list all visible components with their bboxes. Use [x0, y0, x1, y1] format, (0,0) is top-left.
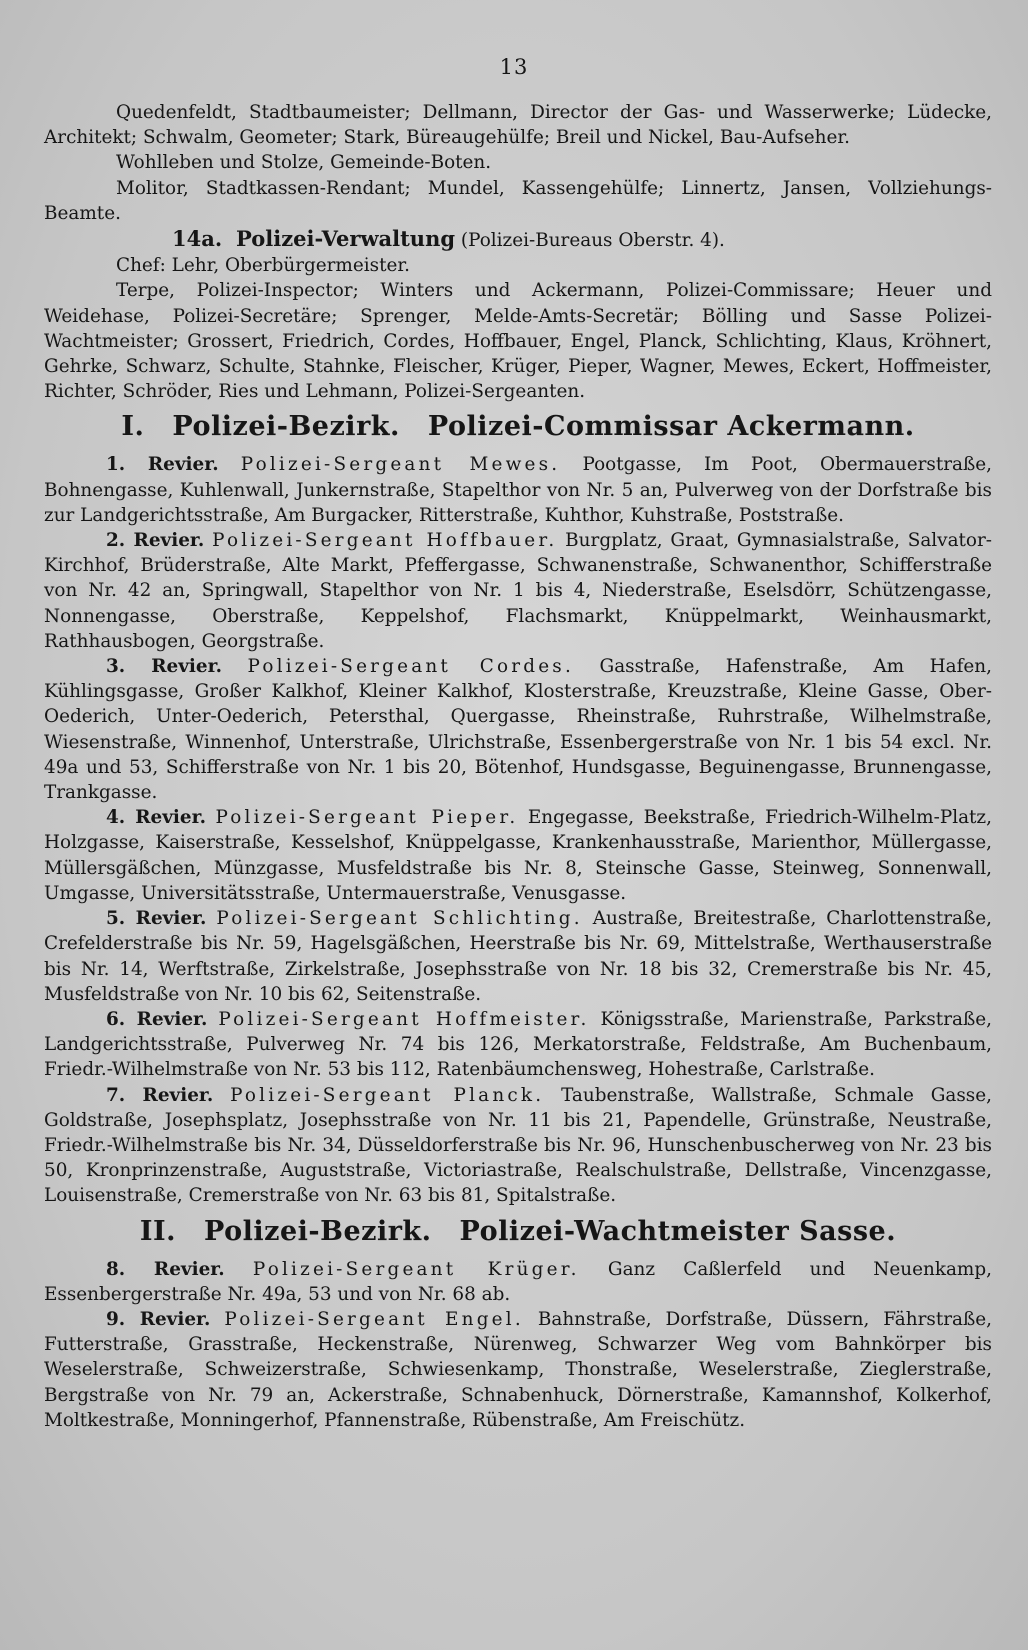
district-name: Polizei-Bezirk.: [204, 1215, 432, 1247]
revier-label: 9. Revier.: [106, 1308, 211, 1330]
revier-entry: [44, 1007, 992, 1083]
revier-sergeant: Polizei-Sergeant Krüger.: [252, 1258, 580, 1280]
document-body: [44, 100, 992, 1433]
revier-entry: [44, 654, 992, 805]
staff-paragraph: Terpe, Polizei-Inspector; Winters und Ackermann, Polizei-Commissare; Heuer und Weidehase, Polizei-Secretäre; Sprenger, Melde-Amts-Secretär; Bölling und Sasse Polizei-Wachtmeister; Grossert, Friedrich, Cordes, Hoffbauer, Engel, Planck, Schlichting, Klaus, Kröhnert, Gehrke, Schwarz, Schulte, Stahnke, Fleischer, Krüger, Pieper, Wagner, Mewes, Eckert, Hoffmeister, Richter, Schröder, Ries und Lehmann, Polizei-Sergeanten.: [44, 280, 992, 403]
district-numeral: II.: [139, 1215, 177, 1247]
district-name: Polizei-Bezirk.: [172, 411, 400, 443]
revier-sergeant: Polizei-Sergeant Hoffbauer.: [212, 530, 558, 552]
section-title: Polizei-Verwaltung: [236, 226, 456, 252]
section-number: 14a.: [172, 226, 223, 252]
revier-streets: Pootgasse, Im Poot, Obermauerstraße, Bohnengasse, Kuhlenwall, Junkernstraße, Stapelthor von Nr. 5 an, Pulverweg von der Dorfstraße bis zur Landgerichtsstraße, Am Burgacker, Ritterstraße, Kuhthor, Kuhstraße, Poststraße.: [44, 454, 992, 526]
revier-streets: Bahnstraße, Dorfstraße, Düssern, Fährstraße, Futterstraße, Grasstraße, Heckenstraße, Nürenweg, Schwarzer Weg vom Bahnkörper bis Weselerstraße, Schweizerstraße, Schwiesenkamp, Thonstraße, Weselerstraße, Zieglerstraße, Bergstraße von Nr. 79 an, Ackerstraße, Schnabenhuck, Dörnerstraße, Kamannshof, Kolkerhof, Moltkestraße, Monningerhof, Pfannenstraße, Rübenstraße, Am Freischütz.: [44, 1308, 992, 1431]
page-number: 13: [499, 55, 529, 79]
revier-streets: Engegasse, Beekstraße, Friedrich-Wilhelm-Platz, Holzgasse, Kaiserstraße, Kesselshof, Knüppelgasse, Krankenhausstraße, Marienthor, Müllergasse, Müllersgäßchen, Münzgasse, Musfeldstraße bis Nr. 8, Steinsche Gasse, Steinweg, Sonnenwall, Umgasse, Universitätsstraße, Untermauerstraße, Venusgasse.: [44, 807, 992, 904]
paragraph: Quedenfeldt, Stadtbaumeister; Dellmann, Director der Gas- und Wasserwerke; Lüdecke, Architekt; Schwalm, Geometer; Stark, Büreaugehülfe; Breil und Nickel, Bau-Aufseher.: [44, 102, 992, 149]
paragraph: Wohlleben und Stolze, Gemeinde-Boten.: [116, 152, 492, 174]
revier-entry: [44, 1307, 992, 1433]
revier-label: 4. Revier.: [106, 807, 206, 829]
revier-streets: Austraße, Breitestraße, Charlottenstraße, Crefelderstraße bis Nr. 59, Hagelsgäßchen, Heerstraße bis Nr. 69, Mittelstraße, Werthauserstraße bis Nr. 14, Werftstraße, Zirkelstraße, Josephsstraße von Nr. 18 bis 32, Cremerstraße bis Nr. 45, Musfeldstraße von Nr. 10 bis 62, Seitenstraße.: [44, 908, 992, 1005]
district-heading-2: [44, 1217, 992, 1247]
revier-sergeant: Polizei-Sergeant Hoffmeister.: [218, 1008, 590, 1030]
revier-label: 5. Revier.: [106, 908, 207, 930]
revier-sergeant: Polizei-Sergeant Pieper.: [215, 807, 519, 829]
revier-streets: Ganz Caßlerfeld und Neuenkamp, Essenbergerstraße Nr. 49a, 53 und von Nr. 68 ab.: [44, 1258, 992, 1305]
chef-line: Chef: Lehr, Oberbürgermeister.: [116, 255, 410, 277]
district-leader: Polizei-Commissar Ackermann.: [427, 411, 915, 443]
revier-sergeant: Polizei-Sergeant Cordes.: [247, 656, 574, 678]
revier-label: 6. Revier.: [106, 1008, 208, 1030]
revier-sergeant: Polizei-Sergeant Engel.: [224, 1308, 524, 1330]
revier-label: 2. Revier.: [106, 530, 205, 552]
revier-entry: [44, 452, 992, 528]
revier-label: 1. Revier.: [106, 454, 219, 476]
revier-sergeant: Polizei-Sergeant Schlichting.: [216, 908, 583, 930]
revier-streets: Königsstraße, Marienstraße, Parkstraße, Landgerichtsstraße, Pulverweg Nr. 74 bis 126, Merkatorstraße, Feldstraße, Am Buchenbaum, Friedr.-Wilhelmstraße von Nr. 53 bis 112, Ratenbäumchensweg, Hohestraße, Carlstraße.: [44, 1008, 992, 1081]
revier-label: 8. Revier.: [106, 1258, 225, 1280]
paragraph: Molitor, Stadtkassen-Rendant; Mundel, Kassengehülfe; Linnertz, Jansen, Vollziehungs-Beamte.: [44, 177, 992, 224]
section-subtitle: (Polizei-Bureaus Oberstr. 4).: [460, 230, 725, 252]
revier-streets: Taubenstraße, Wallstraße, Schmale Gasse, Goldstraße, Josephsplatz, Josephsstraße von Nr. 11 bis 21, Papendelle, Grünstraße, Neustraße, Friedr.-Wilhelmstraße bis Nr. 34, Düsseldorferstraße bis Nr. 96, Hunschenbuscherweg von Nr. 23 bis 50, Kronprinzenstraße, Auguststraße, Victoriastraße, Realschulstraße, Dellstraße, Vincenzgasse, Louisenstraße, Cremerstraße von Nr. 63 bis 81, Spitalstraße.: [44, 1084, 992, 1207]
revier-streets: Burgplatz, Graat, Gymnasialstraße, Salvator-Kirchhof, Brüderstraße, Alte Markt, Pfeffergasse, Schwanenstraße, Schwanenthor, Schifferstraße von Nr. 42 an, Springwall, Stapelthor von Nr. 1 bis 4, Niederstraße, Eselsdörr, Schützengasse, Nonnengasse, Oberstraße, Keppelshof, Flachsmarkt, Knüppelmarkt, Weinhausmarkt, Rathhausbogen, Georgstraße.: [44, 530, 993, 652]
section-heading-14a: [44, 226, 992, 253]
revier-sergeant: Polizei-Sergeant Mewes.: [240, 454, 561, 476]
district-leader: Polizei-Wachtmeister Sasse.: [459, 1215, 897, 1247]
revier-sergeant: Polizei-Sergeant Planck.: [230, 1084, 545, 1106]
revier-entry: [44, 906, 992, 1007]
district-numeral: I.: [121, 411, 145, 443]
revier-entry: [44, 528, 992, 654]
revier-entry: [44, 1083, 992, 1209]
revier-entry: [44, 1257, 992, 1307]
revier-label: 7. Revier.: [106, 1084, 214, 1106]
district-heading-1: [44, 412, 992, 442]
revier-entry: [44, 805, 992, 906]
revier-streets: Gasstraße, Hafenstraße, Am Hafen, Kühlingsgasse, Großer Kalkhof, Kleiner Kalkhof, Klosterstraße, Kreuzstraße, Kleine Gasse, Ober-Oederich, Unter-Oederich, Petersthal, Quergasse, Rheinstraße, Ruhrstraße, Wilhelmstraße, Wiesenstraße, Winnenhof, Unterstraße, Ulrichstraße, Essenbergerstraße von Nr. 1 bis 54 excl. Nr. 49a und 53, Schifferstraße von Nr. 1 bis 20, Bötenhof, Hundsgasse, Beguinengasse, Brunnengasse, Trankgasse.: [44, 656, 992, 804]
revier-label: 3. Revier.: [106, 656, 223, 678]
